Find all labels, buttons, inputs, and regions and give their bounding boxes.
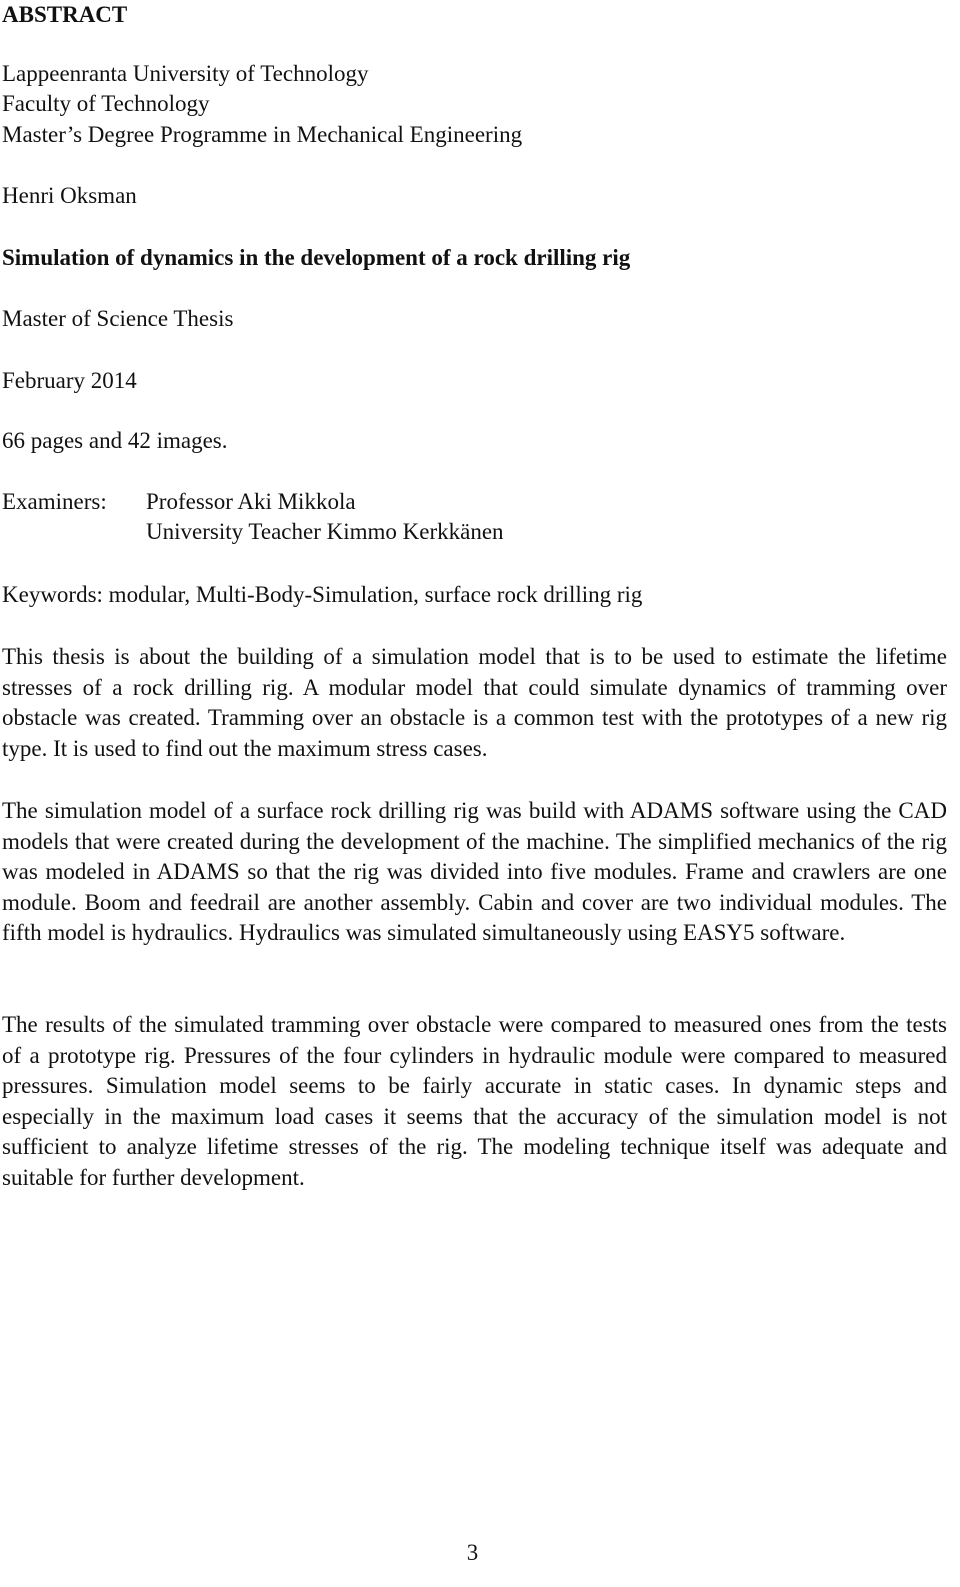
thesis-date: February 2014 bbox=[2, 368, 137, 393]
abstract-paragraph: The results of the simulated tramming over obstacle were compared to measured ones from the tests of a prototype rig. Pressures of the four cylinders in hydraulic module were compared to measured pressures. Simulation model seems to be fairly accurate in static cases. In dynamic steps and especially in the maximum load cases it seems that the accuracy of the simulation model is not sufficient to analyze lifetime stresses of the rig. The modeling technique itself was adequate and suitable for further development. bbox=[2, 1012, 947, 1190]
examiner-name: University Teacher Kimmo Kerkkänen bbox=[146, 519, 504, 544]
abstract-heading: ABSTRACT bbox=[2, 2, 128, 27]
abstract-paragraph: This thesis is about the building of a simulation model that is to be used to estimate the lifetime stresses of a rock drilling rig. A modular model that could simulate dynamics of tramming over obstacle was created. Tramming over an obstacle is a common test with the prototypes of a new rig type. It is used to find out the maximum stress cases. bbox=[2, 644, 947, 761]
programme-name: Master’s Degree Programme in Mechanical Engineering bbox=[2, 122, 523, 147]
author-name: Henri Oksman bbox=[2, 183, 137, 208]
thesis-type: Master of Science Thesis bbox=[2, 306, 234, 331]
university-name: Lappeenranta University of Technology bbox=[2, 61, 369, 86]
thesis-extent: 66 pages and 42 images. bbox=[2, 428, 228, 453]
page-number: 3 bbox=[466, 1540, 479, 1565]
examiner-name: Professor Aki Mikkola bbox=[146, 489, 356, 514]
faculty-name: Faculty of Technology bbox=[2, 91, 210, 116]
examiners-list bbox=[146, 487, 504, 547]
keywords-line: Keywords: modular, Multi-Body-Simulation, surface rock drilling rig bbox=[2, 582, 643, 607]
thesis-title: Simulation of dynamics in the development of a rock drilling rig bbox=[2, 245, 631, 270]
abstract-paragraph: The simulation model of a surface rock drilling rig was build with ADAMS software using the CAD models that were created during the development of the machine. The simplified mechanics of the rig was modeled in ADAMS so that the rig was divided into five modules. Frame and crawlers are one module. Boom and feedrail are another assembly. Cabin and cover are two individual modules. The fifth model is hydraulics. Hydraulics was simulated simultaneously using EASY5 software. bbox=[2, 798, 947, 945]
examiners-label: Examiners: bbox=[2, 489, 107, 514]
